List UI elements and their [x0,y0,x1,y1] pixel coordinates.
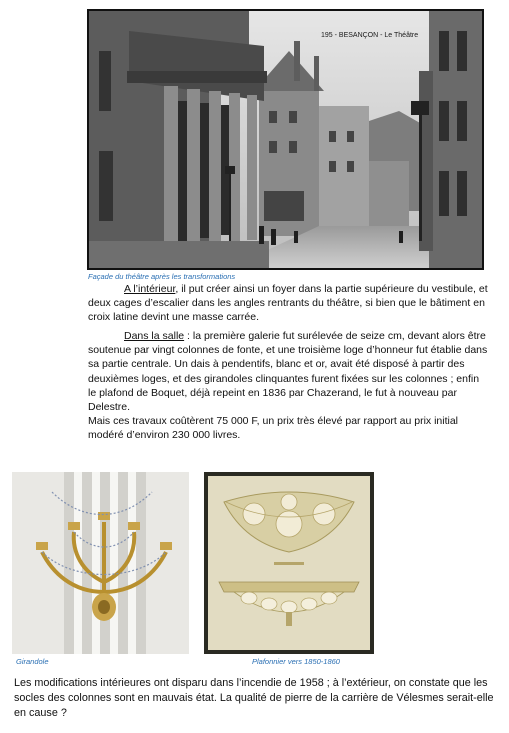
girandole-caption: Girandole [16,657,49,666]
bottom-paragraph: Les modifications intérieures ont disparu dans l’incendie de 1958 ; à l’extérieur, on constate que les socles des colonnes sont en mauvais état. La qualité de pierre de la carrière de Vélesmes serait-elle en cause ? [14,677,494,720]
girandole-photo [12,472,189,654]
paragraph-salle [88,329,488,443]
plafonnier-photo [204,472,374,654]
heading-salle: Dans la salle [124,330,185,342]
paragraph-salle-cost: Mais ces travaux coûtèrent 75 000 F, un prix très élevé par rapport au prix initial modéré d’environ 230 000 livres. [88,415,459,442]
paragraph-interieur-text: , il put créer ainsi un foyer dans la partie supérieure du vestibule, et deux cages d’escalier dans les angles rentrants du théâtre, si bien que le bâtiment en croix latine devint une masse carrée. [88,283,488,324]
paragraph-interieur [88,282,488,325]
theatre-facade-photo [87,9,484,270]
paragraph-salle-text: : la première galerie fut surélevée de seize cm, devant alors être soutenue par vingt colonnes de fonte, et une troisième loge d’honneur fut établie dans sa partie centrale. Un dais à pendentifs, blanc et or, avait été disposé à partir des deuxièmes loges, et des girandoles clinquantes furent fixées sur les colonnes ; enfin le plafond de Boquet, déjà repeint en 1836 par Chazerand, le fut à nouveau par Delestre. [88,330,488,414]
heading-interieur: A l’intérieur [124,283,176,295]
plafonnier-caption: Plafonnier vers 1850-1860 [252,657,340,666]
svg-text:195 - BESANÇON - Le Théâtre: 195 - BESANÇON - Le Théâtre [321,32,419,39]
main-photo-caption: Façade du théâtre après les transformations [88,272,236,281]
